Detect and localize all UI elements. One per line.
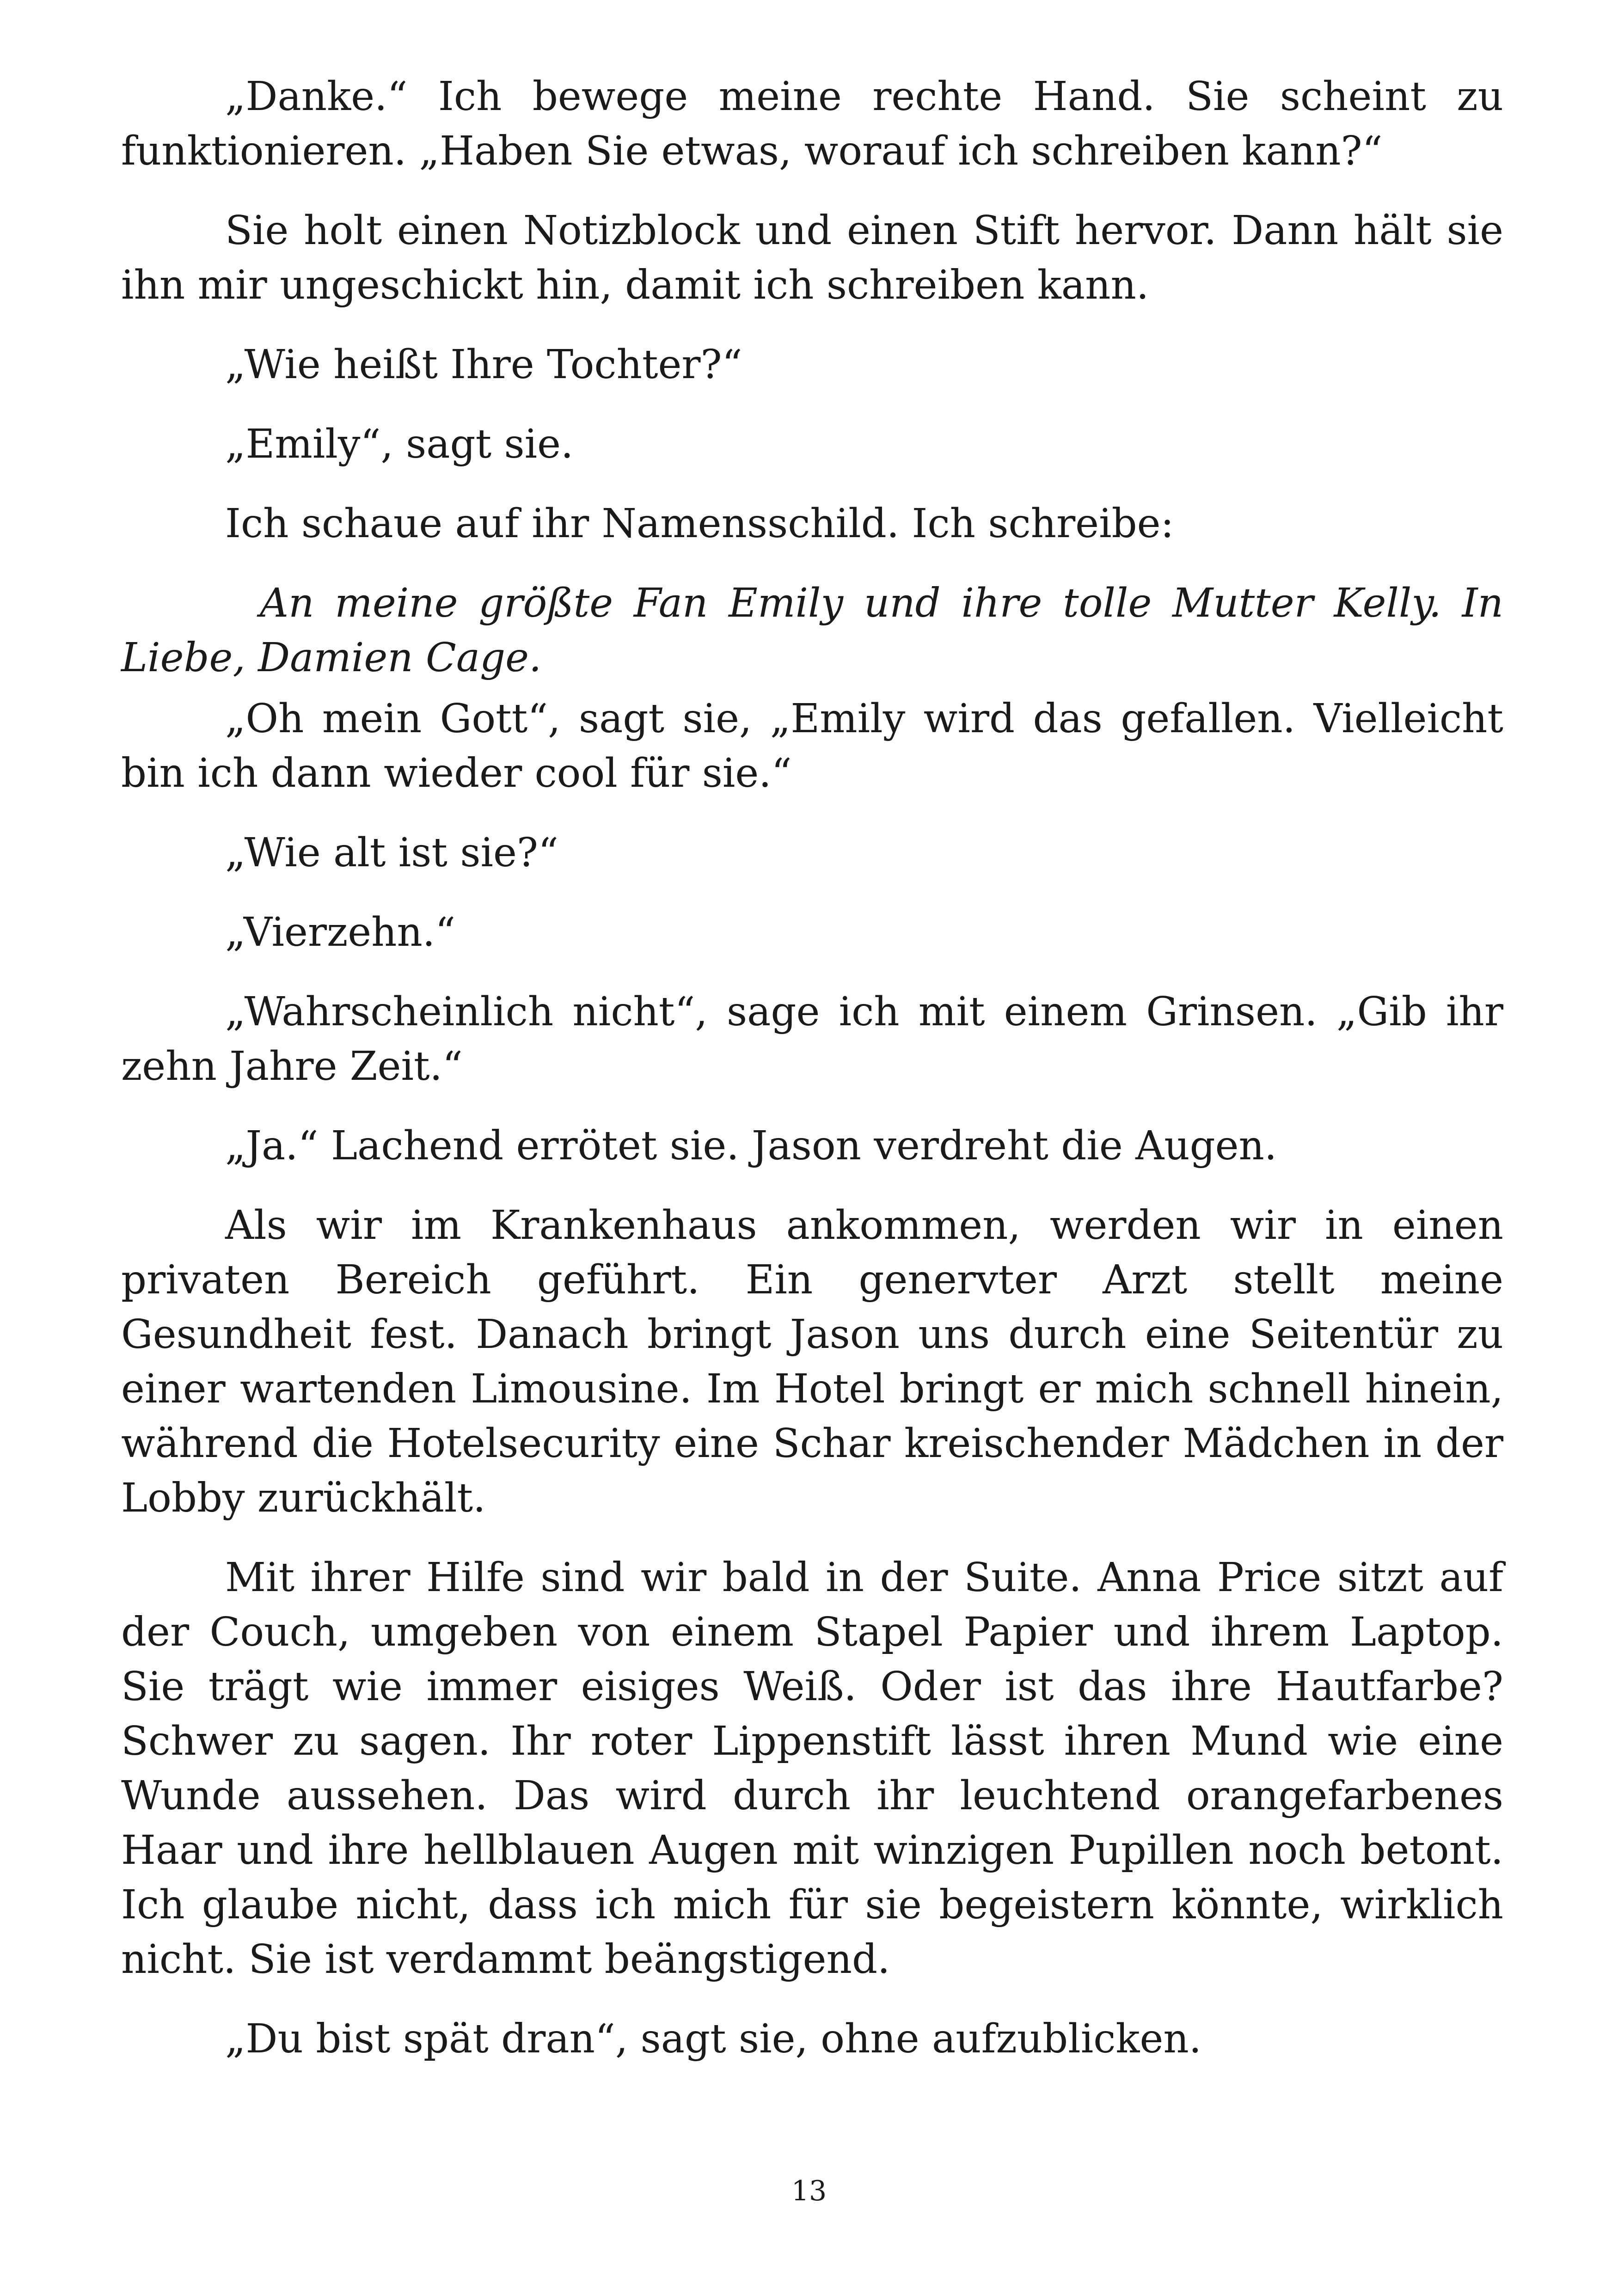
paragraph: Als wir im Krankenhaus ankommen, werden wir in einen privaten Bereich geführt. Ein genervter Arzt stellt meine Gesundheit fest. Danach bringt Jason uns durch eine Seitentür zu einer wartenden Limousine. Im Hotel bringt er mich schnell hinein, während die Hotelsecurity eine Schar kreischender Mädchen in der Lobby zurückhält. bbox=[121, 1202, 1503, 1521]
paragraph: „Wahrscheinlich nicht“, sage ich mit einem Grinsen. „Gib ihr zehn Jahre Zeit.“ bbox=[121, 989, 1503, 1090]
paragraph: „Emily“, sagt sie. bbox=[225, 421, 574, 467]
paragraph: „Vierzehn.“ bbox=[225, 909, 456, 955]
page-number: 13 bbox=[791, 2175, 827, 2207]
autograph-inscription: An meine größte Fan Emily und ihre tolle Mutter Kelly. In Liebe, Damien Cage. bbox=[121, 580, 1503, 681]
paragraph: „Wie heißt Ihre Tochter?“ bbox=[225, 342, 742, 388]
paragraph: Ich schaue auf ihr Namensschild. Ich schreibe: bbox=[225, 501, 1174, 547]
paragraph: „Du bist spät dran“, sagt sie, ohne aufzublicken. bbox=[225, 2016, 1202, 2062]
page-body-text bbox=[121, 69, 1503, 2091]
paragraph: „Oh mein Gott“, sagt sie, „Emily wird das gefallen. Vielleicht bin ich dann wieder cool für sie.“ bbox=[121, 696, 1503, 796]
paragraph: Mit ihrer Hilfe sind wir bald in der Suite. Anna Price sitzt auf der Couch, umgeben von einem Stapel Papier und ihrem Laptop. Sie trägt wie immer eisiges Weiß. Oder ist das ihre Hautfarbe? Schwer zu sagen. Ihr roter Lippenstift lässt ihren Mund wie eine Wunde aussehen. Das wird durch ihr leuchtend orangefarbenes Haar und ihre hellblauen Augen mit winzigen Pupillen noch betont. Ich glaube nicht, dass ich mich für sie begeistern könnte, wirklich nicht. Sie ist verdammt beängstigend. bbox=[121, 1555, 1503, 1983]
paragraph: „Danke.“ Ich bewege meine rechte Hand. Sie scheint zu funktionieren. „Haben Sie etwas, worauf ich schreiben kann?“ bbox=[121, 73, 1503, 174]
paragraph: „Wie alt ist sie?“ bbox=[225, 830, 558, 876]
paragraph: Sie holt einen Notizblock und einen Stift hervor. Dann hält sie ihn mir ungeschickt hin, damit ich schreiben kann. bbox=[121, 208, 1503, 308]
paragraph: „Ja.“ Lachend errötet sie. Jason verdreht die Augen. bbox=[225, 1123, 1277, 1169]
